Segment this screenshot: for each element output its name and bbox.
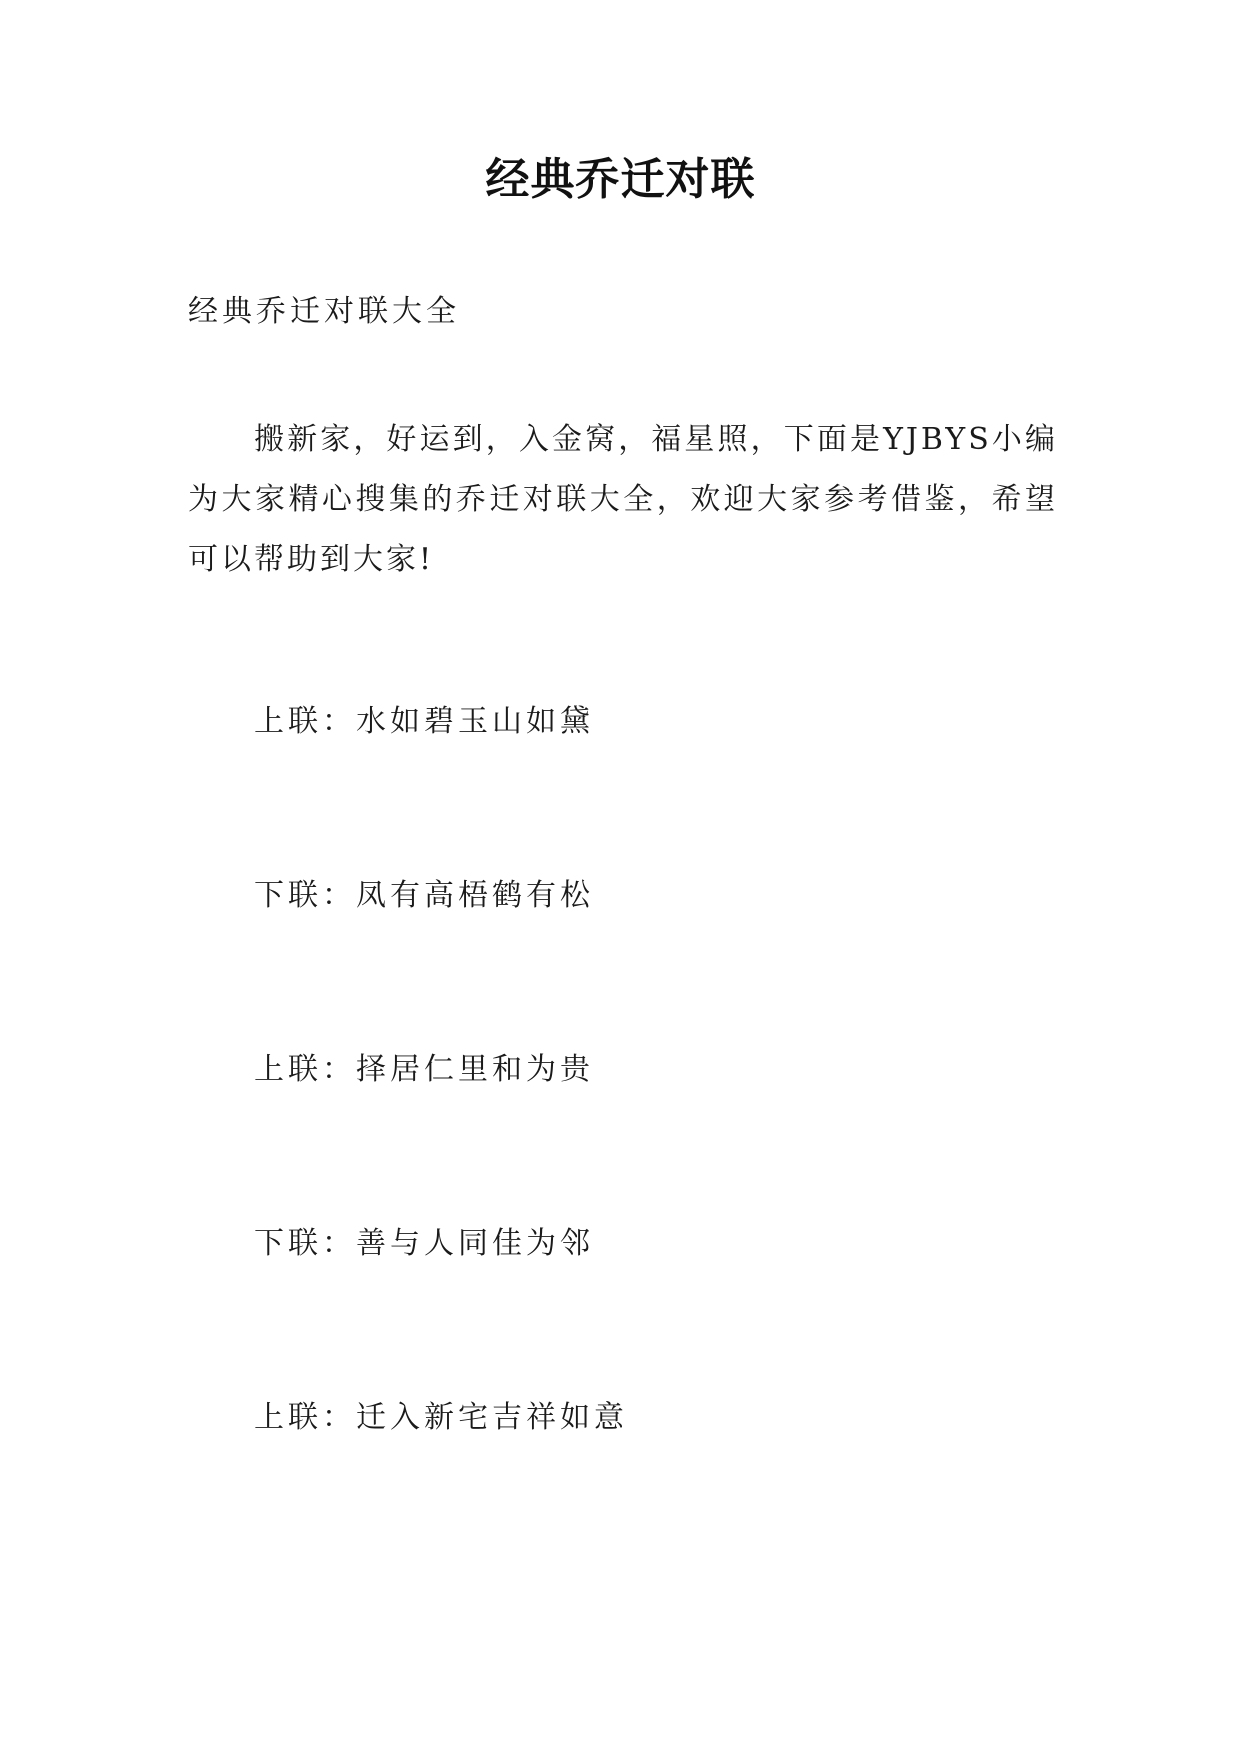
- couplet-label: 上联：: [254, 1052, 356, 1087]
- couplet-line: [254, 1396, 628, 1440]
- couplet-label: 上联：: [254, 1400, 356, 1435]
- couplet-text: 水如碧玉山如黛: [356, 704, 594, 739]
- couplet-label: 下联：: [254, 878, 356, 913]
- couplet-line: [254, 1222, 594, 1266]
- couplet-text: 善与人同佳为邻: [356, 1226, 594, 1261]
- couplet-line: [254, 700, 594, 744]
- couplet-label: 上联：: [254, 704, 356, 739]
- couplet-text: 迁入新宅吉祥如意: [356, 1400, 628, 1435]
- couplet-text: 凤有高梧鹤有松: [356, 878, 594, 913]
- document-title: 经典乔迁对联: [485, 154, 756, 205]
- document-subtitle: 经典乔迁对联大全: [188, 294, 460, 329]
- couplet-line: [254, 1048, 594, 1092]
- couplet-text: 择居仁里和为贵: [356, 1052, 594, 1087]
- couplet-label: 下联：: [254, 1226, 356, 1261]
- intro-paragraph: 搬新家，好运到，入金窝，福星照，下面是YJBYS小编为大家精心搜集的乔迁对联大全，欢迎大家参考借鉴，希望可以帮助到大家!: [188, 422, 1058, 577]
- couplet-line: [254, 874, 594, 918]
